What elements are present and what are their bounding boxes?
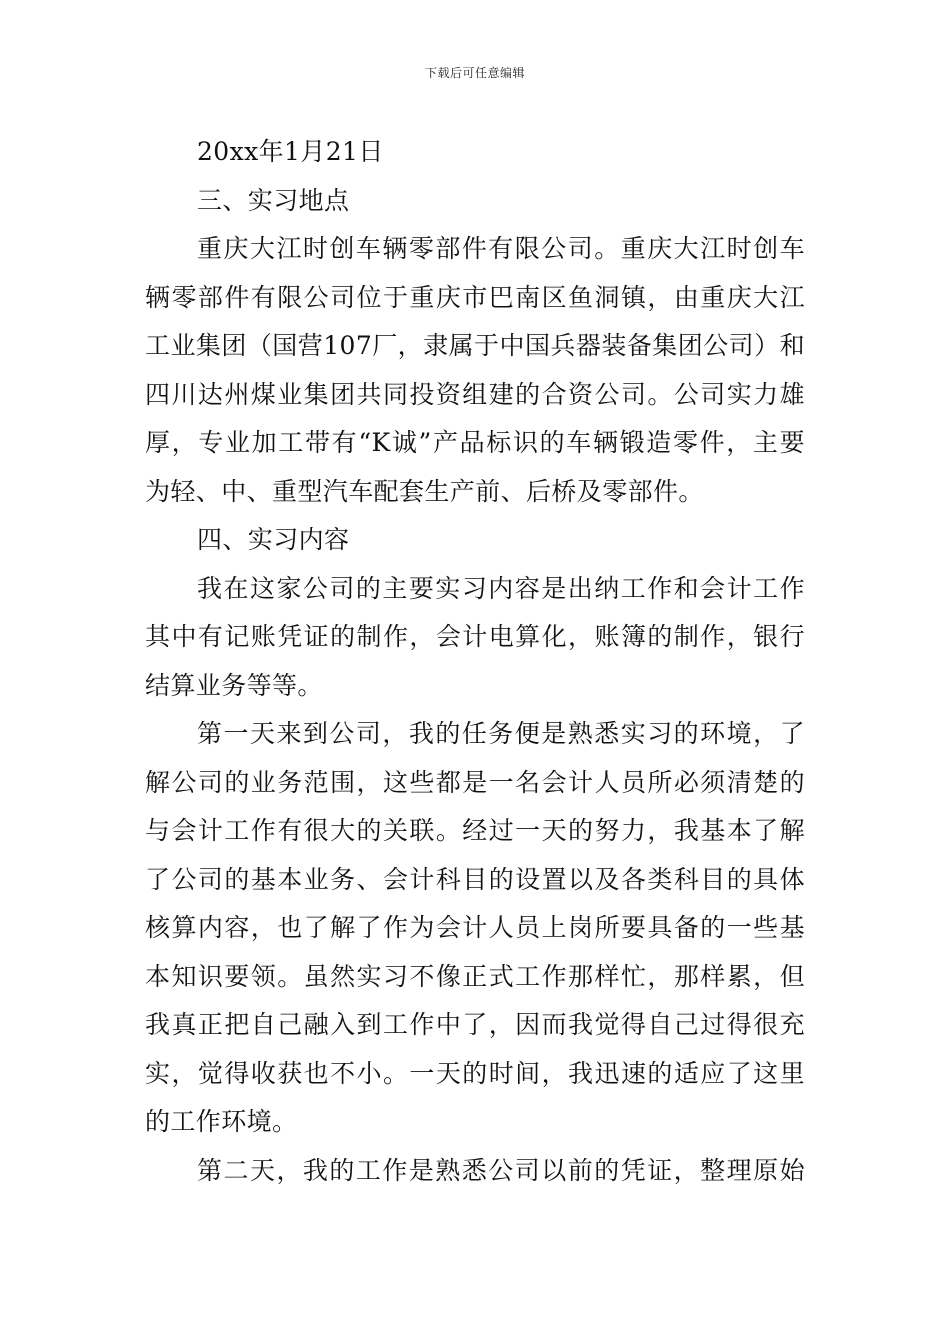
document-body — [145, 128, 805, 1195]
text-line: 核算内容，也了解了作为会计人员上岗所要具备的一些基 — [145, 913, 805, 942]
text-line: 结算业务等等。 — [145, 670, 323, 700]
text-line: 第二天，我的工作是熟悉公司以前的凭证，整理原始 — [197, 1155, 805, 1185]
text-line: 第一天来到公司，我的任务便是熟悉实习的环境，了 — [197, 719, 805, 748]
text-line: 工业集团（国营107厂，隶属于中国兵器装备集团公司）和 — [145, 331, 805, 360]
text-line: 其中有记账凭证的制作，会计电算化，账簿的制作，银行 — [145, 622, 805, 651]
text-line: 与会计工作有很大的关联。经过一天的努力，我基本了解 — [145, 816, 805, 845]
page-header: 下载后可任意编辑 — [424, 66, 525, 80]
text-line: 实，觉得收获也不小。一天的时间，我迅速的适应了这里 — [145, 1058, 805, 1088]
text-line: 20xx年1月21日 — [197, 137, 384, 166]
text-line: 厚，专业加工带有“K诚”产品标识的车辆锻造零件，主要 — [145, 428, 805, 457]
text-line: 了公司的基本业务、会计科目的设置以及各类科目的具体 — [145, 864, 805, 894]
text-line: 我在这家公司的主要实习内容是出纳工作和会计工作 — [197, 573, 805, 603]
text-line: 辆零部件有限公司位于重庆市巴南区鱼洞镇，由重庆大江 — [145, 282, 805, 312]
text-line: 重庆大江时创车辆零部件有限公司。重庆大江时创车 — [197, 234, 805, 263]
text-line: 我真正把自己融入到工作中了，因而我觉得自己过得很充 — [145, 1010, 805, 1039]
text-line: 为轻、中、重型汽车配套生产前、后桥及零部件。 — [145, 476, 704, 506]
text-line: 的工作环境。 — [145, 1107, 298, 1136]
section-heading: 四、实习内容 — [197, 525, 350, 554]
text-line: 本知识要领。虽然实习不像正式工作那样忙，那样累，但 — [145, 961, 805, 991]
text-line: 四川达州煤业集团共同投资组建的合资公司。公司实力雄 — [145, 379, 805, 409]
text-line: 解公司的业务范围，这些都是一名会计人员所必须清楚的 — [145, 767, 805, 797]
section-heading: 三、实习地点 — [197, 185, 350, 215]
